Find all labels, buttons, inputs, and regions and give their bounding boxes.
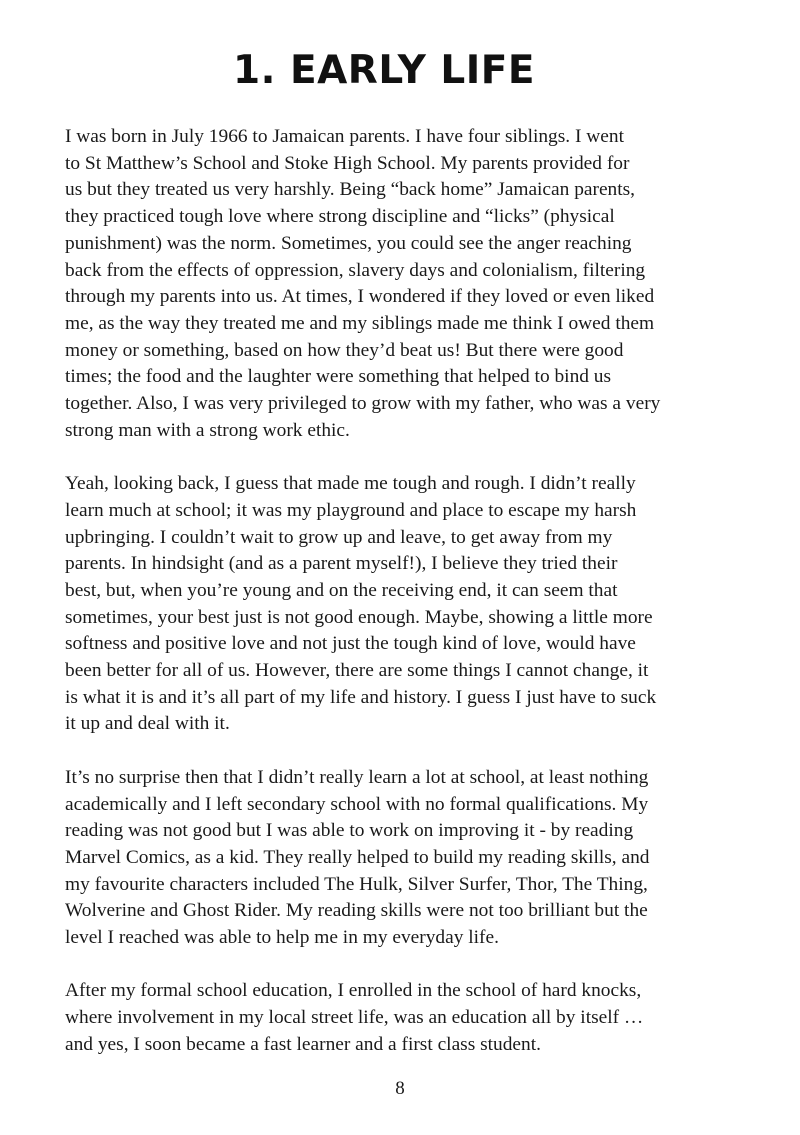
text-line: my favourite characters included The Hulk, Silver Surfer, Thor, The Thing, — [65, 873, 648, 895]
text-line: reading was not good but I was able to work on improving it - by reading — [65, 820, 634, 842]
text-line: Marvel Comics, as a kid. They really helped to build my reading skills, and — [65, 846, 650, 868]
text-line: where involvement in my local street life, was an education all by itself … — [65, 1007, 644, 1029]
text-line: Yeah, looking back, I guess that made me tough and rough. I didn’t really — [65, 473, 636, 495]
text-line: is what it is and it’s all part of my life and history. I guess I just have to suck — [65, 686, 657, 708]
text-line: they practiced tough love where strong discipline and “licks” (physical — [65, 206, 615, 228]
text-line: softness and positive love and not just the tough kind of love, would have — [65, 633, 636, 655]
page-number: 8 — [395, 1078, 405, 1099]
text-line: learn much at school; it was my playground and place to escape my harsh — [65, 499, 637, 521]
text-line: I was born in July 1966 to Jamaican parents. I have four siblings. I went — [65, 126, 624, 147]
text-line: best, but, when you’re young and on the receiving end, it can seem that — [65, 579, 618, 601]
text-line: parents. In hindsight (and as a parent myself!), I believe they tried their — [65, 553, 618, 575]
text-line: through my parents into us. At times, I wondered if they loved or even liked — [65, 286, 655, 308]
text-line: upbringing. I couldn’t wait to grow up and leave, to get away from my — [65, 526, 613, 548]
text-line: been better for all of us. However, there are some things I cannot change, it — [65, 660, 649, 682]
text-line: strong man with a strong work ethic. — [65, 419, 350, 441]
chapter-title: 1. EARLY LIFE — [232, 48, 536, 93]
text-line: together. Also, I was very privileged to grow with my father, who was a very — [65, 393, 661, 415]
text-line: level I reached was able to help me in my everyday life. — [65, 927, 499, 949]
text-line: back from the effects of oppression, slavery days and colonialism, filtering — [65, 259, 646, 281]
text-line: sometimes, your best just is not good enough. Maybe, showing a little more — [65, 606, 653, 628]
text-line: After my formal school education, I enrolled in the school of hard knocks, — [65, 980, 642, 1002]
text-line: punishment) was the norm. Sometimes, you could see the anger reaching — [65, 232, 632, 254]
text-line: and yes, I soon became a fast learner and a first class student. — [65, 1033, 541, 1055]
paragraph — [65, 471, 705, 738]
paragraph — [65, 124, 705, 444]
text-line: to St Matthew’s School and Stoke High School. My parents provided for — [65, 152, 630, 174]
text-line: me, as the way they treated me and my siblings made me think I owed them — [65, 312, 655, 334]
paragraph — [65, 978, 705, 1058]
text-line: it up and deal with it. — [65, 713, 230, 735]
text-line: academically and I left secondary school with no formal qualifications. My — [65, 793, 649, 815]
chapter-body — [65, 124, 705, 1059]
text-line: It’s no surprise then that I didn’t really learn a lot at school, at least nothing — [65, 766, 649, 788]
text-line: Wolverine and Ghost Rider. My reading skills were not too brilliant but the — [65, 900, 648, 922]
text-line: times; the food and the laughter were something that helped to bind us — [65, 366, 612, 388]
text-line: us but they treated us very harshly. Being “back home” Jamaican parents, — [65, 179, 636, 201]
text-line: money or something, based on how they’d beat us! But there were good — [65, 339, 624, 361]
paragraph — [65, 765, 705, 952]
